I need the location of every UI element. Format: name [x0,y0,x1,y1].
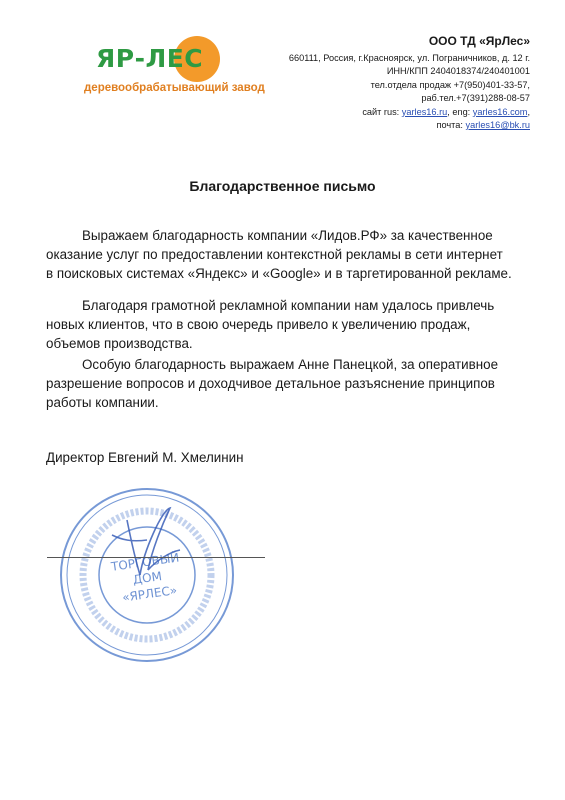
paragraph-gratitude [46,226,541,283]
phone-work: раб.тел.+7(391)288-08-57 [421,93,530,104]
stamp-text-line3: «ЯРЛЕС» [121,583,178,605]
company-logo [84,30,265,105]
logo-subtitle: деревообрабатывающий завод [84,82,265,94]
email-line [289,119,530,132]
signature-line [47,557,265,558]
stamp-text-line1: ТОРГОВЫЙ [110,550,181,574]
website-rus-link[interactable]: yarles16.ru [401,106,448,117]
paragraph-line-text: Выражаем благодарность компании «Лидов.РФ» за качественное [82,228,493,243]
signer-name: Директор Евгений М. Хмелинин [46,450,244,465]
website-eng-link[interactable]: yarles16.com [472,106,528,117]
website-line [289,106,530,119]
paragraph-results [46,296,541,353]
paragraph-line: работы компании. [46,395,159,410]
paragraph-line-text: Благодаря грамотной рекламной компании нам удалось привлечь [82,298,495,313]
paragraph-line: оказание услуг по предоставлении контекстной рекламы в сети интернет [46,247,503,262]
company-stamp [52,480,242,670]
email-link[interactable]: yarles16@bk.ru [465,120,530,131]
email-prefix: почта: [436,120,466,131]
paragraph-line [46,355,541,374]
stamp-text-line2: ДОМ [131,569,163,587]
paragraph-line [46,226,541,245]
logo-wordmark-part1: ЯР- [96,44,146,73]
logo-wordmark-part2: ЛЕС [145,44,204,73]
paragraph-line: в поисковых системах «Яндекс» и «Google» и в таргетированной рекламе. [46,266,512,281]
website-suffix: , [527,106,530,117]
paragraph-line: объемов производства. [46,336,193,351]
company-inn: ИНН/КПП 2404018374/240401001 [386,66,530,77]
paragraph-special-thanks [46,355,541,412]
website-prefix: сайт rus: [362,106,402,117]
paragraph-line: новых клиентов, что в свою очередь привело к увеличению продаж, [46,317,471,332]
paragraph-line-text: Особую благодарность выражаем Анне Панецкой, за оперативное [82,357,499,372]
paragraph-line: разрешение вопросов и доходчивое детальное разъяснение принципов [46,376,495,391]
website-separator: , eng: [447,106,473,117]
paragraph-line [46,296,541,315]
company-address: 660111, Россия, г.Красноярск, ул. Пограничников, д. 12 г. [288,53,530,63]
logo-wordmark [96,44,203,73]
company-name: ООО ТД «ЯрЛес» [428,34,530,48]
letter-title: Благодарственное письмо [189,178,376,194]
phone-sales: тел.отдела продаж +7(950)401-33-57, [370,79,530,90]
company-contacts [289,34,530,132]
